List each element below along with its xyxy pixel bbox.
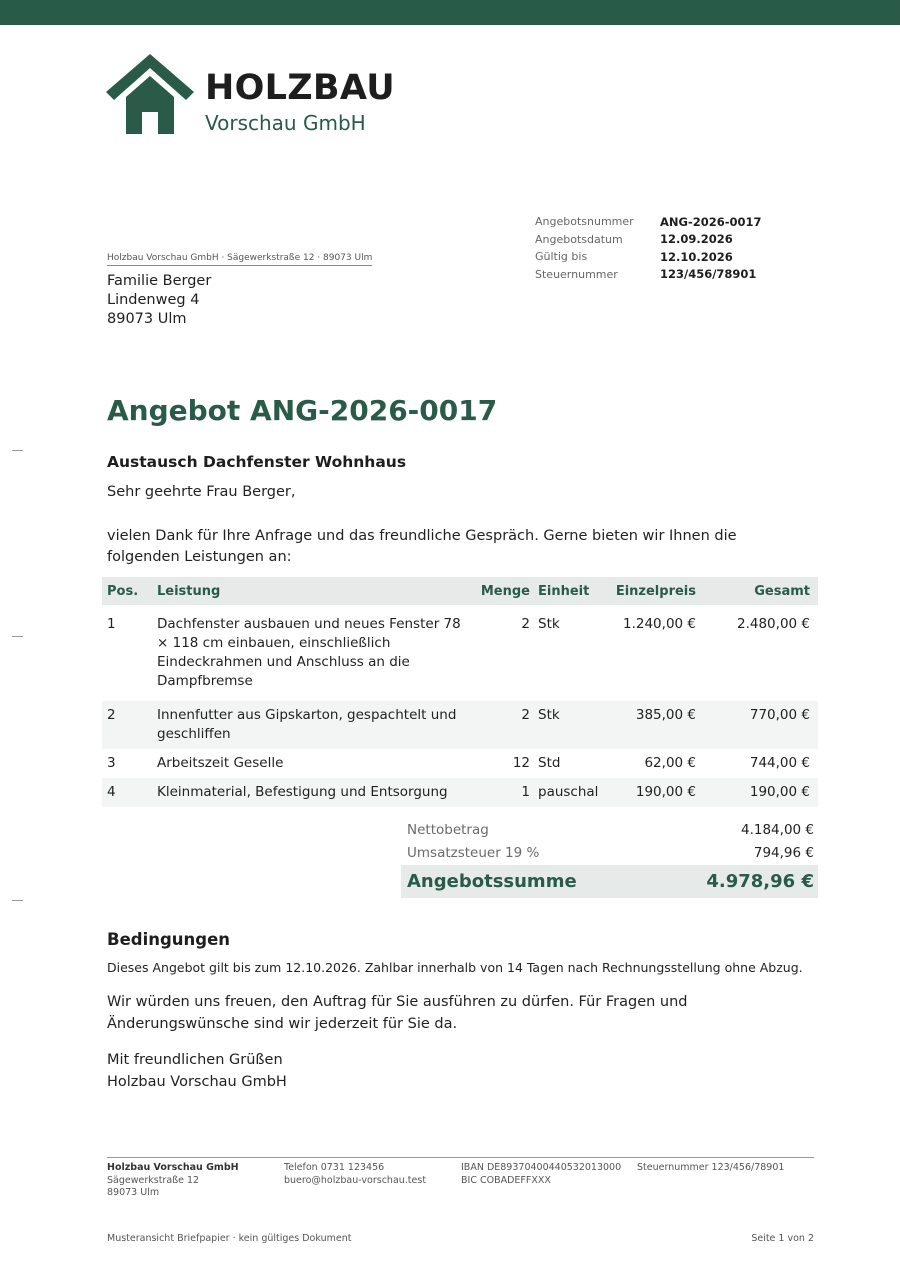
table-row xyxy=(102,778,818,807)
subject-line: Austausch Dachfenster Wohnhaus xyxy=(107,453,407,471)
cell-gesamt: 190,00 € xyxy=(749,784,810,800)
header-leistung: Leistung xyxy=(157,583,221,599)
totals-block xyxy=(401,818,818,898)
cell-leistung: Arbeitszeit Geselle xyxy=(157,755,284,771)
fold-mark xyxy=(12,900,23,901)
cell-pos: 4 xyxy=(107,784,116,800)
footer-email: buero@holzbau-vorschau.test xyxy=(284,1174,427,1186)
regards xyxy=(107,1049,287,1093)
meta-label: Angebotsdatum xyxy=(535,232,623,246)
document-title: Angebot ANG-2026-0017 xyxy=(107,394,498,427)
items-table xyxy=(102,577,818,807)
meta-value: 123/456/78901 xyxy=(660,267,757,282)
cell-pos: 3 xyxy=(107,755,116,771)
cell-gesamt: 770,00 € xyxy=(749,707,810,723)
fold-mark xyxy=(12,450,23,451)
header-menge: Menge xyxy=(480,583,530,599)
vat-label: Umsatzsteuer 19 % xyxy=(407,844,540,861)
greeting: Sehr geehrte Frau Berger, xyxy=(107,484,296,500)
table-row xyxy=(102,701,818,749)
conditions-title: Bedingungen xyxy=(107,930,231,949)
bottom-note: Musteransicht Briefpapier · kein gültiges Dokument xyxy=(107,1233,352,1244)
meta-row xyxy=(535,248,762,266)
cell-pos: 2 xyxy=(107,707,116,723)
footer-phone: Telefon 0731 123456 xyxy=(284,1162,385,1173)
net-label: Nettobetrag xyxy=(407,821,489,838)
cell-leistung: Kleinmaterial, Befestigung und Entsorgung xyxy=(157,784,448,800)
vat-row xyxy=(401,841,818,864)
header-einheit: Einheit xyxy=(538,583,590,599)
footer-bic: BIC COBADEFFXXX xyxy=(461,1174,551,1186)
cell-menge: 2 xyxy=(521,616,530,632)
header-einzelpreis: Einzelpreis xyxy=(615,583,696,599)
cell-einzelpreis: 1.240,00 € xyxy=(623,616,696,632)
top-accent-bar xyxy=(0,0,900,25)
cell-pos: 1 xyxy=(107,616,116,632)
recipient-name: Familie Berger xyxy=(107,273,212,289)
cell-leistung: Innenfutter aus Gipskarton, gespachtelt und geschliffen xyxy=(157,707,457,742)
footer-iban: IBAN DE89370400440532013000 xyxy=(461,1162,622,1173)
recipient-street: Lindenweg 4 xyxy=(107,292,200,308)
cell-menge: 2 xyxy=(521,707,530,723)
footer-company: Holzbau Vorschau GmbH xyxy=(107,1162,239,1173)
footer-city: 89073 Ulm xyxy=(107,1187,160,1198)
fold-mark xyxy=(12,636,23,637)
meta-value: 12.09.2026 xyxy=(660,232,733,247)
cell-menge: 1 xyxy=(521,784,530,800)
table-row xyxy=(102,605,818,701)
recipient-address xyxy=(107,272,211,329)
footer-street: Sägewerkstraße 12 xyxy=(107,1174,200,1186)
sum-label: Angebotssumme xyxy=(407,871,577,892)
footer-tax-col xyxy=(637,1162,784,1175)
net-value: 4.184,00 € xyxy=(741,821,814,838)
cell-einheit: Stk xyxy=(538,707,560,723)
meta-label: Angebotsnummer xyxy=(535,215,634,229)
table-header xyxy=(102,577,818,605)
header-gesamt: Gesamt xyxy=(754,583,810,599)
meta-row xyxy=(535,231,762,249)
meta-label: Gültig bis xyxy=(535,250,588,264)
conditions-text: Dieses Angebot gilt bis zum 12.10.2026. Zahlbar innerhalb von 14 Tagen nach Rechnungsstellung ohne Abzug. xyxy=(107,960,803,975)
cell-gesamt: 744,00 € xyxy=(749,755,810,771)
net-row xyxy=(401,818,818,841)
footer-bank-col xyxy=(461,1162,621,1187)
footer-contact-col xyxy=(284,1162,426,1187)
footer xyxy=(107,1157,814,1198)
meta-label: Steuernummer xyxy=(535,267,618,281)
cell-einzelpreis: 385,00 € xyxy=(635,707,696,723)
meta-row xyxy=(535,213,762,231)
cell-einheit: pauschal xyxy=(538,784,599,800)
house-logo-icon xyxy=(106,54,194,136)
cell-menge: 12 xyxy=(512,755,530,771)
meta-value: 12.10.2026 xyxy=(660,249,733,264)
regards-line: Mit freundlichen Grüßen xyxy=(107,1052,283,1068)
table-row xyxy=(102,749,818,778)
offer-meta xyxy=(535,213,762,283)
logo-name: HOLZBAU xyxy=(205,68,395,108)
recipient-city: 89073 Ulm xyxy=(107,311,187,327)
cell-einzelpreis: 62,00 € xyxy=(644,755,696,771)
sender-return-line: Holzbau Vorschau GmbH · Sägewerkstraße 12 · 89073 Ulm xyxy=(107,253,372,266)
cell-leistung: Dachfenster ausbauen und neues Fenster 78 × 118 cm einbauen, einschließlich Eindeckrahmen und Anschluss an die Dampfbremse xyxy=(157,616,461,689)
header-pos: Pos. xyxy=(107,583,139,599)
regards-company: Holzbau Vorschau GmbH xyxy=(107,1074,287,1090)
cell-einzelpreis: 190,00 € xyxy=(635,784,696,800)
logo-subtitle: Vorschau GmbH xyxy=(205,111,366,135)
intro-text: vielen Dank für Ihre Anfrage und das freundliche Gespräch. Gerne bieten wir Ihnen die folgenden Leistungen an: xyxy=(107,528,737,565)
cell-einheit: Std xyxy=(538,755,561,771)
vat-value: 794,96 € xyxy=(753,844,814,861)
sum-value: 4.978,96 € xyxy=(706,871,814,892)
meta-row xyxy=(535,266,762,284)
footer-company-col xyxy=(107,1162,239,1200)
cell-einheit: Stk xyxy=(538,616,560,632)
page-number: Seite 1 von 2 xyxy=(751,1233,814,1244)
cell-gesamt: 2.480,00 € xyxy=(737,616,810,632)
meta-value: ANG-2026-0017 xyxy=(660,214,762,229)
footer-tax: Steuernummer 123/456/78901 xyxy=(637,1162,785,1173)
closing-text: Wir würden uns freuen, den Auftrag für Sie ausführen zu dürfen. Für Fragen und Änderungswünsche sind wir jederzeit für Sie da. xyxy=(107,994,688,1032)
sum-row xyxy=(401,865,818,898)
